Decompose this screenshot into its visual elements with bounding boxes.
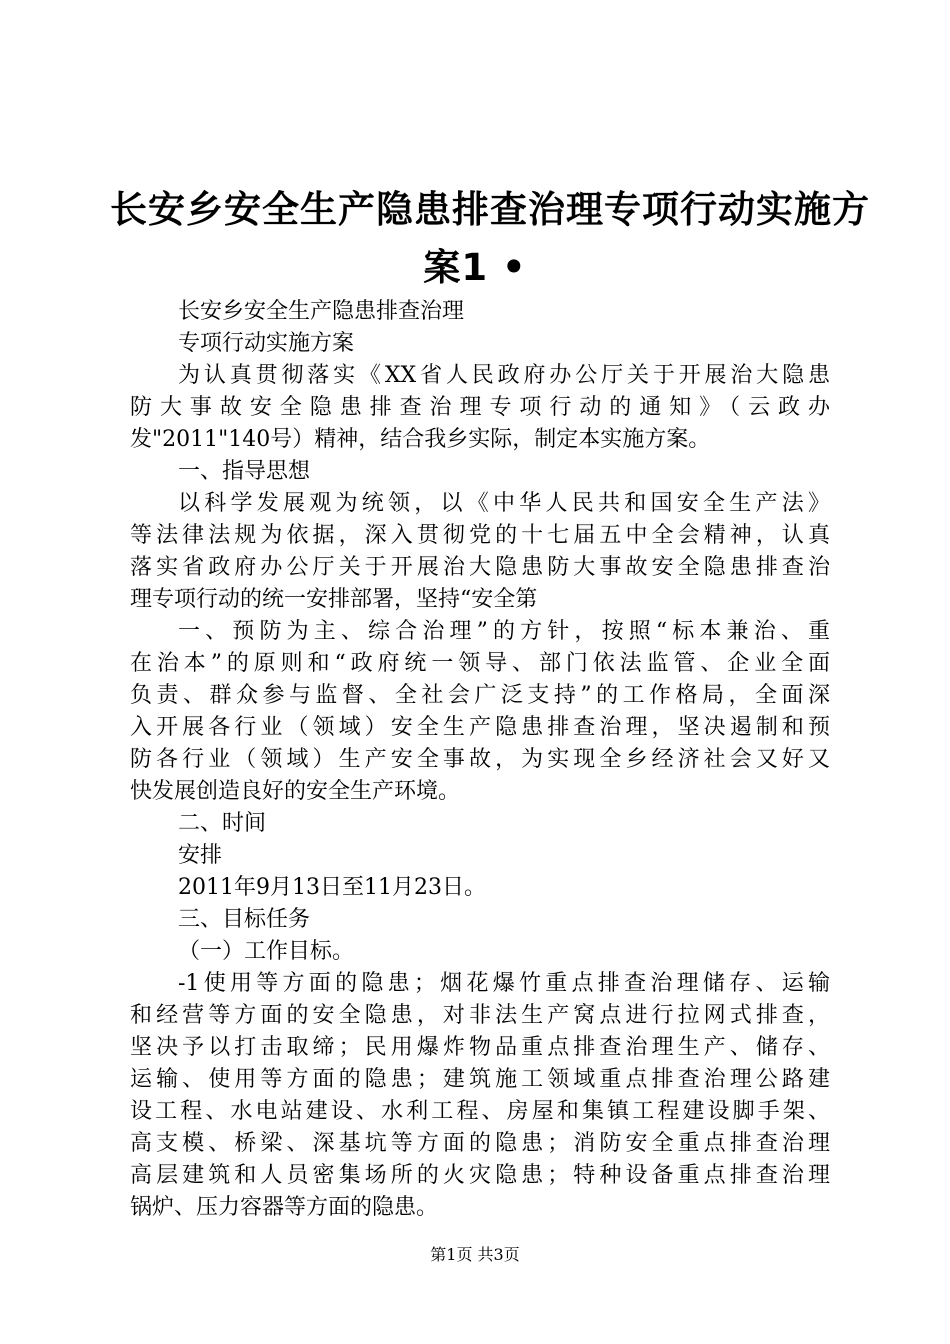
paragraph-line: 和经营等方面的安全隐患，对非法生产窝点进行拉网式排查， <box>130 1003 830 1028</box>
section-heading: 二、时间 <box>178 811 267 836</box>
paragraph-line: 发"2011"140号）精神，结合我乡实际，制定本实施方案。 <box>130 427 711 452</box>
paragraph-line: -1使用等方面的隐患；烟花爆竹重点排查治理储存、运输 <box>178 971 830 996</box>
paragraph-line: 为认真贯彻落实《XX省人民政府办公厅关于开展治大隐患 <box>178 363 830 388</box>
paragraph-line: 落实省政府办公厅关于开展治大隐患防大事故安全隐患排查治 <box>130 555 830 580</box>
subtitle-line-1: 长安乡安全生产隐患排查治理 <box>178 299 465 324</box>
paragraph-line: 理专项行动的统一安排部署，坚持“安全第 <box>130 587 538 612</box>
paragraph-line: 在治本”的原则和“政府统一领导、部门依法监管、企业全面 <box>130 651 830 676</box>
paragraph-line: 运输、使用等方面的隐患；建筑施工领域重点排查治理公路建 <box>130 1067 830 1092</box>
paragraph-line: 防各行业（领域）生产安全事故，为实现全乡经济社会又好又 <box>130 747 830 772</box>
paragraph-line: 高支模、桥梁、深基坑等方面的隐患；消防安全重点排查治理 <box>130 1131 830 1156</box>
paragraph-line: 高层建筑和人员密集场所的火灾隐患；特种设备重点排查治理 <box>130 1163 830 1188</box>
paragraph-line: 入开展各行业（领域）安全生产隐患排查治理，坚决遏制和预 <box>130 715 830 740</box>
paragraph-line: 2011年9月13日至11月23日。 <box>178 875 486 900</box>
document-title-line-1: 长安乡安全生产隐患排查治理专项行动实施方 <box>110 188 870 231</box>
section-heading: 一、指导思想 <box>178 459 311 484</box>
paragraph-line: 锅炉、压力容器等方面的隐患。 <box>130 1195 439 1220</box>
subsection-heading: （一）工作目标。 <box>178 939 355 964</box>
paragraph-line: 设工程、水电站建设、水利工程、房屋和集镇工程建设脚手架、 <box>130 1099 830 1124</box>
paragraph-line: 快发展创造良好的安全生产环境。 <box>130 779 461 804</box>
document-body <box>130 296 830 1224</box>
paragraph-line: 负责、群众参与监督、全社会广泛支持”的工作格局，全面深 <box>130 683 830 708</box>
section-heading: 三、目标任务 <box>178 907 311 932</box>
paragraph-line: 以科学发展观为统领，以《中华人民共和国安全生产法》 <box>178 491 830 516</box>
paragraph-line: 一、预防为主、综合治理”的方针，按照“标本兼治、重 <box>178 619 830 644</box>
page-number-footer: 第1页 共3页 <box>430 1245 520 1264</box>
paragraph-line: 坚决予以打击取缔；民用爆炸物品重点排查治理生产、储存、 <box>130 1035 830 1060</box>
paragraph-line: 防大事故安全隐患排查治理专项行动的通知》（云政办 <box>130 395 830 420</box>
paragraph-line: 等法律法规为依据，深入贯彻党的十七届五中全会精神，认真 <box>130 523 830 548</box>
paragraph-line: 安排 <box>178 843 223 868</box>
subtitle-line-2: 专项行动实施方案 <box>178 331 355 356</box>
document-title-line-2: 案1 • <box>423 246 527 289</box>
